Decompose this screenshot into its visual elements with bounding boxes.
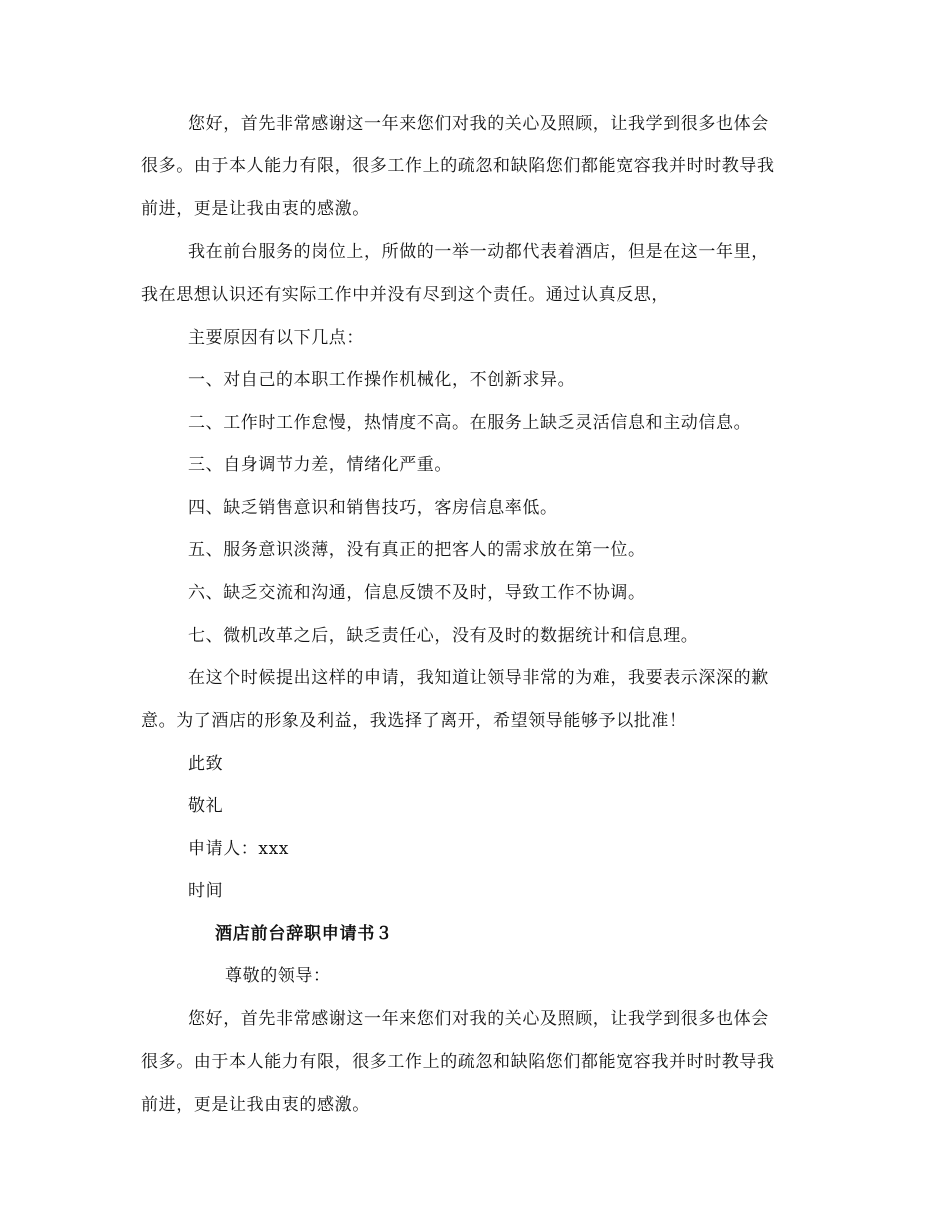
paragraph-line: 前进，更是让我由衷的感激。 bbox=[141, 1095, 370, 1115]
closing-salute: 此致 bbox=[188, 754, 224, 774]
time-line: 时间 bbox=[188, 881, 224, 901]
reason-item: 二、工作时工作怠慢，热情度不高。在服务上缺乏灵活信息和主动信息。 bbox=[188, 413, 752, 433]
reason-item: 四、缺乏销售意识和销售技巧，客房信息率低。 bbox=[188, 498, 558, 518]
section-title: 酒店前台辞职申请书３ bbox=[215, 924, 393, 944]
applicant-line: 申请人：xxx bbox=[188, 839, 289, 859]
greeting: 尊敬的领导： bbox=[225, 966, 331, 986]
paragraph-line: 很多。由于本人能力有限，很多工作上的疏忽和缺陷您们都能宽容我并时时教导我 bbox=[141, 1052, 775, 1072]
paragraph-line: 我在前台服务的岗位上，所做的一举一动都代表着酒店，但是在这一年里， bbox=[188, 242, 769, 262]
paragraph-line: 主要原因有以下几点： bbox=[188, 328, 364, 348]
reason-item: 三、自身调节力差，情绪化严重。 bbox=[188, 455, 452, 475]
paragraph-line: 意。为了酒店的形象及利益，我选择了离开，希望领导能够予以批准！ bbox=[141, 711, 687, 731]
paragraph-line: 您好，首先非常感谢这一年来您们对我的关心及照顾，让我学到很多也体会 bbox=[188, 114, 769, 134]
paragraph-line: 很多。由于本人能力有限，很多工作上的疏忽和缺陷您们都能宽容我并时时教导我 bbox=[141, 156, 775, 176]
reason-item: 一、对自己的本职工作操作机械化，不创新求异。 bbox=[188, 370, 576, 390]
paragraph-line: 前进，更是让我由衷的感激。 bbox=[141, 199, 370, 219]
reason-item: 六、缺乏交流和沟通，信息反馈不及时，导致工作不协调。 bbox=[188, 583, 646, 603]
closing-salute: 敬礼 bbox=[188, 796, 224, 816]
reason-item: 七、微机改革之后，缺乏责任心，没有及时的数据统计和信息理。 bbox=[188, 626, 699, 646]
paragraph-line: 在这个时候提出这样的申请，我知道让领导非常的为难，我要表示深深的歉 bbox=[188, 668, 769, 688]
paragraph-line: 我在思想认识还有实际工作中并没有尽到这个责任。通过认真反思， bbox=[141, 285, 669, 305]
paragraph-line: 您好，首先非常感谢这一年来您们对我的关心及照顾，让我学到很多也体会 bbox=[188, 1009, 769, 1029]
reason-item: 五、服务意识淡薄，没有真正的把客人的需求放在第一位。 bbox=[188, 540, 646, 560]
